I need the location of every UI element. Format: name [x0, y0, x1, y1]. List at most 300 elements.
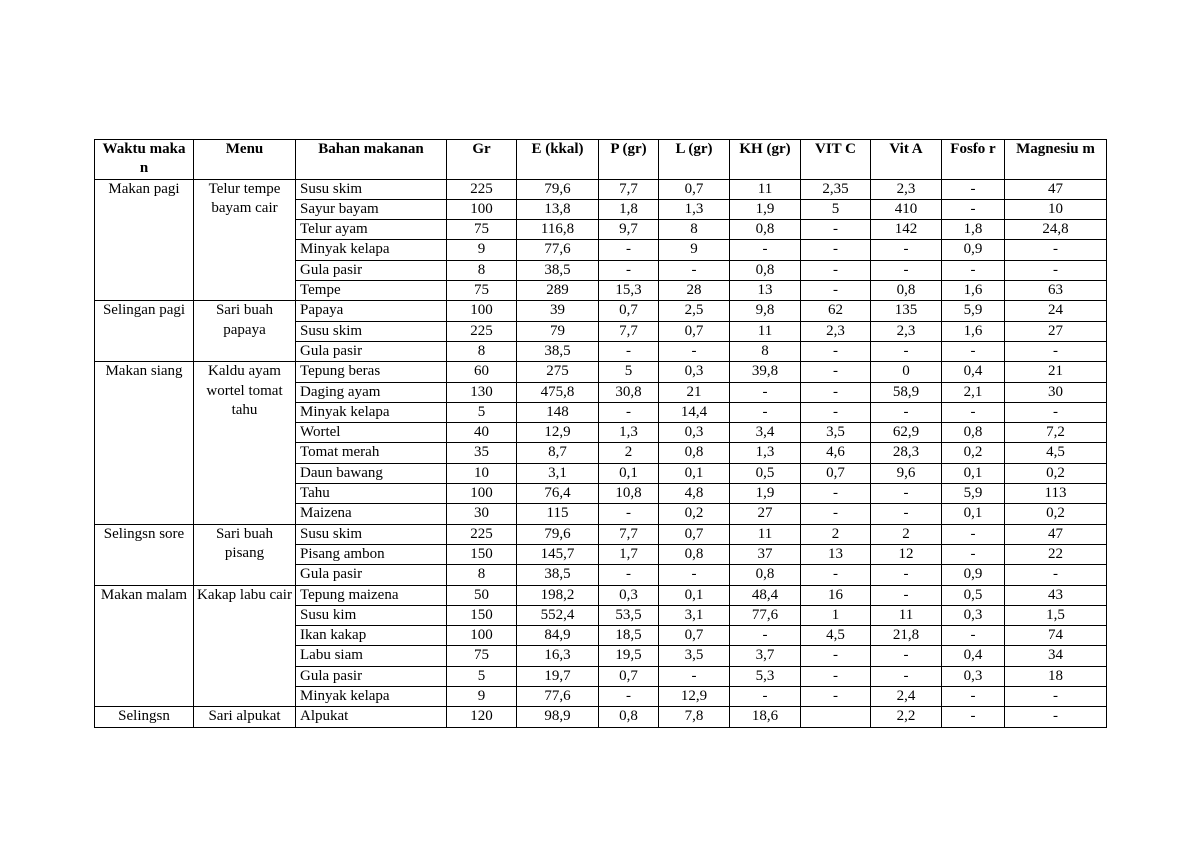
ingredient-cell: Susu skim [296, 524, 447, 544]
value-cell: 225 [447, 524, 517, 544]
value-cell: - [942, 524, 1005, 544]
value-cell: 77,6 [517, 240, 599, 260]
value-cell: - [942, 199, 1005, 219]
value-cell: 275 [517, 362, 599, 382]
value-cell: 8 [659, 220, 730, 240]
value-cell: 11 [730, 179, 801, 199]
value-cell: 1,6 [942, 281, 1005, 301]
value-cell: 35 [447, 443, 517, 463]
value-cell: 9 [659, 240, 730, 260]
value-cell: 79 [517, 321, 599, 341]
value-cell: 11 [871, 605, 942, 625]
value-cell: 0,8 [659, 443, 730, 463]
column-header: Gr [447, 140, 517, 180]
value-cell: 30 [1005, 382, 1107, 402]
value-cell: - [1005, 402, 1107, 422]
value-cell: - [659, 260, 730, 280]
value-cell: - [801, 666, 871, 686]
table-row [95, 707, 1107, 727]
value-cell: 53,5 [599, 605, 659, 625]
value-cell: 2,3 [871, 179, 942, 199]
value-cell: 0,7 [659, 179, 730, 199]
value-cell: 8 [447, 565, 517, 585]
value-cell: - [871, 565, 942, 585]
value-cell: 50 [447, 585, 517, 605]
value-cell: - [801, 565, 871, 585]
value-cell: - [942, 707, 1005, 727]
ingredient-cell: Ikan kakap [296, 626, 447, 646]
value-cell: 0,7 [659, 524, 730, 544]
value-cell: 28,3 [871, 443, 942, 463]
value-cell: - [730, 687, 801, 707]
value-cell: 38,5 [517, 565, 599, 585]
column-header: Bahan makanan [296, 140, 447, 180]
value-cell: 225 [447, 179, 517, 199]
value-cell: 9,7 [599, 220, 659, 240]
value-cell: 22 [1005, 544, 1107, 564]
value-cell: 12,9 [517, 423, 599, 443]
value-cell: 60 [447, 362, 517, 382]
value-cell: 62,9 [871, 423, 942, 443]
ingredient-cell: Susu kim [296, 605, 447, 625]
column-header: P (gr) [599, 140, 659, 180]
value-cell: 1,6 [942, 321, 1005, 341]
column-header: E (kkal) [517, 140, 599, 180]
value-cell: 1,8 [599, 199, 659, 219]
value-cell: 37 [730, 544, 801, 564]
ingredient-cell: Minyak kelapa [296, 687, 447, 707]
value-cell: 21 [659, 382, 730, 402]
value-cell: 150 [447, 605, 517, 625]
value-cell: 0,5 [942, 585, 1005, 605]
value-cell: 30 [447, 504, 517, 524]
value-cell: - [942, 179, 1005, 199]
column-header: VIT C [801, 140, 871, 180]
value-cell: 0,2 [1005, 463, 1107, 483]
meal-menu: Telur tempe bayam cair [194, 179, 296, 301]
value-cell: - [871, 484, 942, 504]
value-cell: 145,7 [517, 544, 599, 564]
value-cell: 5 [599, 362, 659, 382]
value-cell: 289 [517, 281, 599, 301]
value-cell: 4,5 [1005, 443, 1107, 463]
table-row [95, 179, 1107, 199]
value-cell: 39 [517, 301, 599, 321]
value-cell: - [599, 402, 659, 422]
value-cell: 75 [447, 281, 517, 301]
value-cell: 13 [801, 544, 871, 564]
value-cell: 24 [1005, 301, 1107, 321]
value-cell: 0,9 [942, 565, 1005, 585]
value-cell: 2 [801, 524, 871, 544]
value-cell: 2 [871, 524, 942, 544]
value-cell: - [1005, 260, 1107, 280]
value-cell: 475,8 [517, 382, 599, 402]
table-row [95, 585, 1107, 605]
value-cell: - [871, 240, 942, 260]
value-cell: - [942, 687, 1005, 707]
value-cell: 7,8 [659, 707, 730, 727]
value-cell: 5,3 [730, 666, 801, 686]
value-cell: 75 [447, 646, 517, 666]
value-cell: 30,8 [599, 382, 659, 402]
value-cell: 58,9 [871, 382, 942, 402]
value-cell: - [942, 260, 1005, 280]
value-cell: 1,3 [659, 199, 730, 219]
value-cell: 48,4 [730, 585, 801, 605]
value-cell: 0,8 [871, 281, 942, 301]
value-cell: 19,7 [517, 666, 599, 686]
meal-menu: Sari alpukat [194, 707, 296, 727]
value-cell: 19,5 [599, 646, 659, 666]
column-header: KH (gr) [730, 140, 801, 180]
value-cell: 0 [871, 362, 942, 382]
ingredient-cell: Papaya [296, 301, 447, 321]
value-cell: 0,9 [942, 240, 1005, 260]
value-cell: 0,1 [942, 463, 1005, 483]
meal-time: Makan malam [95, 585, 194, 707]
value-cell: 1,9 [730, 484, 801, 504]
value-cell: 7,7 [599, 524, 659, 544]
ingredient-cell: Gula pasir [296, 260, 447, 280]
value-cell: 14,4 [659, 402, 730, 422]
value-cell: - [942, 341, 1005, 361]
value-cell: 43 [1005, 585, 1107, 605]
value-cell: - [659, 565, 730, 585]
value-cell: 552,4 [517, 605, 599, 625]
value-cell: - [801, 341, 871, 361]
value-cell: - [942, 402, 1005, 422]
value-cell: - [871, 646, 942, 666]
ingredient-cell: Minyak kelapa [296, 240, 447, 260]
value-cell: - [871, 341, 942, 361]
value-cell: 2,35 [801, 179, 871, 199]
value-cell: 0,4 [942, 646, 1005, 666]
value-cell: - [599, 240, 659, 260]
value-cell: - [801, 260, 871, 280]
ingredient-cell: Gula pasir [296, 565, 447, 585]
value-cell: 18,5 [599, 626, 659, 646]
value-cell: 13,8 [517, 199, 599, 219]
value-cell: 62 [801, 301, 871, 321]
value-cell: - [730, 626, 801, 646]
value-cell: - [942, 626, 1005, 646]
value-cell: - [801, 687, 871, 707]
value-cell: 11 [730, 321, 801, 341]
value-cell: 120 [447, 707, 517, 727]
value-cell: 1,8 [942, 220, 1005, 240]
value-cell: 5,9 [942, 484, 1005, 504]
value-cell: - [871, 504, 942, 524]
value-cell: - [730, 240, 801, 260]
value-cell: 100 [447, 626, 517, 646]
table-row [95, 301, 1107, 321]
value-cell: 4,5 [801, 626, 871, 646]
value-cell: 77,6 [730, 605, 801, 625]
value-cell: - [659, 666, 730, 686]
value-cell: 21,8 [871, 626, 942, 646]
value-cell: 77,6 [517, 687, 599, 707]
value-cell: 7,2 [1005, 423, 1107, 443]
value-cell: 3,1 [659, 605, 730, 625]
ingredient-cell: Susu skim [296, 179, 447, 199]
value-cell: 150 [447, 544, 517, 564]
value-cell: - [1005, 565, 1107, 585]
value-cell: 0,2 [1005, 504, 1107, 524]
value-cell: 3,7 [730, 646, 801, 666]
value-cell: 9 [447, 687, 517, 707]
value-cell: 1,9 [730, 199, 801, 219]
value-cell: 1 [801, 605, 871, 625]
value-cell: 2,5 [659, 301, 730, 321]
value-cell: 7,7 [599, 321, 659, 341]
value-cell: 47 [1005, 524, 1107, 544]
value-cell: 15,3 [599, 281, 659, 301]
ingredient-cell: Sayur bayam [296, 199, 447, 219]
value-cell: 18,6 [730, 707, 801, 727]
value-cell: - [801, 402, 871, 422]
column-header: Fosfo r [942, 140, 1005, 180]
value-cell: 9,6 [871, 463, 942, 483]
value-cell: - [730, 402, 801, 422]
value-cell: 12,9 [659, 687, 730, 707]
meal-menu: Kaldu ayam wortel tomat tahu [194, 362, 296, 524]
meal-menu: Sari buah papaya [194, 301, 296, 362]
ingredient-cell: Tepung beras [296, 362, 447, 382]
ingredient-cell: Labu siam [296, 646, 447, 666]
value-cell: - [801, 220, 871, 240]
value-cell: 0,1 [942, 504, 1005, 524]
value-cell: 100 [447, 199, 517, 219]
value-cell: 130 [447, 382, 517, 402]
value-cell: 21 [1005, 362, 1107, 382]
value-cell: - [871, 585, 942, 605]
value-cell: 0,8 [730, 565, 801, 585]
value-cell: 0,1 [659, 585, 730, 605]
value-cell: 0,3 [942, 666, 1005, 686]
value-cell: - [801, 484, 871, 504]
value-cell: - [659, 341, 730, 361]
column-header: Vit A [871, 140, 942, 180]
value-cell: 116,8 [517, 220, 599, 240]
value-cell: 34 [1005, 646, 1107, 666]
value-cell: 1,5 [1005, 605, 1107, 625]
value-cell: 13 [730, 281, 801, 301]
value-cell [801, 707, 871, 727]
value-cell: 0,3 [659, 362, 730, 382]
value-cell: 63 [1005, 281, 1107, 301]
column-header: Magnesiu m [1005, 140, 1107, 180]
value-cell: 0,7 [659, 626, 730, 646]
value-cell: 0,3 [942, 605, 1005, 625]
value-cell: 16,3 [517, 646, 599, 666]
value-cell: - [599, 565, 659, 585]
value-cell: 0,2 [659, 504, 730, 524]
value-cell: 410 [871, 199, 942, 219]
value-cell: 3,5 [801, 423, 871, 443]
value-cell: 10 [1005, 199, 1107, 219]
value-cell: 0,8 [659, 544, 730, 564]
value-cell: 0,7 [599, 666, 659, 686]
value-cell: 74 [1005, 626, 1107, 646]
value-cell: - [1005, 341, 1107, 361]
value-cell: 8 [447, 341, 517, 361]
ingredient-cell: Tomat merah [296, 443, 447, 463]
value-cell: 1,3 [599, 423, 659, 443]
value-cell: 100 [447, 301, 517, 321]
column-header: Waktu makan [95, 140, 194, 180]
value-cell: 8 [447, 260, 517, 280]
value-cell: 0,2 [942, 443, 1005, 463]
ingredient-cell: Minyak kelapa [296, 402, 447, 422]
value-cell: 4,8 [659, 484, 730, 504]
value-cell: 0,3 [659, 423, 730, 443]
value-cell: - [801, 240, 871, 260]
ingredient-cell: Maizena [296, 504, 447, 524]
ingredient-cell: Daging ayam [296, 382, 447, 402]
table-header [95, 140, 1107, 180]
value-cell: 115 [517, 504, 599, 524]
value-cell: 5,9 [942, 301, 1005, 321]
value-cell: 3,1 [517, 463, 599, 483]
ingredient-cell: Gula pasir [296, 341, 447, 361]
value-cell: 0,1 [659, 463, 730, 483]
value-cell: 10,8 [599, 484, 659, 504]
value-cell: 27 [730, 504, 801, 524]
value-cell: 142 [871, 220, 942, 240]
value-cell: - [801, 504, 871, 524]
value-cell: 8,7 [517, 443, 599, 463]
nutrition-menu-table [94, 139, 1107, 728]
meal-menu: Sari buah pisang [194, 524, 296, 585]
value-cell: 0,7 [801, 463, 871, 483]
value-cell: - [1005, 687, 1107, 707]
ingredient-cell: Pisang ambon [296, 544, 447, 564]
column-header: Menu [194, 140, 296, 180]
value-cell: 79,6 [517, 524, 599, 544]
ingredient-cell: Tepung maizena [296, 585, 447, 605]
value-cell: 84,9 [517, 626, 599, 646]
meal-menu: Kakap labu cair [194, 585, 296, 707]
value-cell: 2 [599, 443, 659, 463]
value-cell: 2,4 [871, 687, 942, 707]
value-cell: - [599, 504, 659, 524]
value-cell: 0,7 [599, 301, 659, 321]
value-cell: 1,7 [599, 544, 659, 564]
meal-time: Makan pagi [95, 179, 194, 301]
value-cell: 27 [1005, 321, 1107, 341]
meal-time: Selingsn [95, 707, 194, 727]
value-cell: 2,3 [801, 321, 871, 341]
ingredient-cell: Daun bawang [296, 463, 447, 483]
meal-time: Selingsn sore [95, 524, 194, 585]
column-header: L (gr) [659, 140, 730, 180]
value-cell: - [730, 382, 801, 402]
value-cell: 79,6 [517, 179, 599, 199]
meal-time: Selingan pagi [95, 301, 194, 362]
value-cell: 225 [447, 321, 517, 341]
value-cell: 39,8 [730, 362, 801, 382]
ingredient-cell: Gula pasir [296, 666, 447, 686]
value-cell: 2,2 [871, 707, 942, 727]
value-cell: 2,3 [871, 321, 942, 341]
value-cell: 0,8 [730, 260, 801, 280]
value-cell: 38,5 [517, 260, 599, 280]
meal-time: Makan siang [95, 362, 194, 524]
value-cell: - [871, 260, 942, 280]
value-cell: 0,3 [599, 585, 659, 605]
table-row [95, 362, 1107, 382]
ingredient-cell: Tahu [296, 484, 447, 504]
value-cell: 16 [801, 585, 871, 605]
value-cell: 5 [447, 402, 517, 422]
value-cell: 38,5 [517, 341, 599, 361]
header-row [95, 140, 1107, 180]
value-cell: 8 [730, 341, 801, 361]
value-cell: - [801, 281, 871, 301]
value-cell: - [801, 382, 871, 402]
value-cell: 24,8 [1005, 220, 1107, 240]
value-cell: 1,3 [730, 443, 801, 463]
ingredient-cell: Susu skim [296, 321, 447, 341]
value-cell: 0,7 [659, 321, 730, 341]
value-cell: 7,7 [599, 179, 659, 199]
value-cell: - [599, 687, 659, 707]
value-cell: 4,6 [801, 443, 871, 463]
value-cell: - [599, 341, 659, 361]
value-cell: 12 [871, 544, 942, 564]
value-cell: - [801, 362, 871, 382]
value-cell: 10 [447, 463, 517, 483]
value-cell: 98,9 [517, 707, 599, 727]
value-cell: 11 [730, 524, 801, 544]
ingredient-cell: Wortel [296, 423, 447, 443]
value-cell: - [871, 402, 942, 422]
value-cell: - [1005, 240, 1107, 260]
value-cell: 76,4 [517, 484, 599, 504]
value-cell: 5 [801, 199, 871, 219]
value-cell: - [871, 666, 942, 686]
value-cell: 75 [447, 220, 517, 240]
value-cell: 0,5 [730, 463, 801, 483]
value-cell: 0,8 [942, 423, 1005, 443]
value-cell: 28 [659, 281, 730, 301]
value-cell: 9 [447, 240, 517, 260]
value-cell: - [801, 646, 871, 666]
value-cell: 0,8 [730, 220, 801, 240]
ingredient-cell: Alpukat [296, 707, 447, 727]
value-cell: 9,8 [730, 301, 801, 321]
ingredient-cell: Telur ayam [296, 220, 447, 240]
value-cell: 135 [871, 301, 942, 321]
value-cell: 0,1 [599, 463, 659, 483]
value-cell: 148 [517, 402, 599, 422]
value-cell: - [1005, 707, 1107, 727]
value-cell: 113 [1005, 484, 1107, 504]
value-cell: - [599, 260, 659, 280]
value-cell: 0,8 [599, 707, 659, 727]
ingredient-cell: Tempe [296, 281, 447, 301]
value-cell: 47 [1005, 179, 1107, 199]
value-cell: 0,4 [942, 362, 1005, 382]
value-cell: 3,5 [659, 646, 730, 666]
value-cell: 2,1 [942, 382, 1005, 402]
value-cell: - [942, 544, 1005, 564]
table-row [95, 524, 1107, 544]
value-cell: 18 [1005, 666, 1107, 686]
value-cell: 198,2 [517, 585, 599, 605]
value-cell: 3,4 [730, 423, 801, 443]
